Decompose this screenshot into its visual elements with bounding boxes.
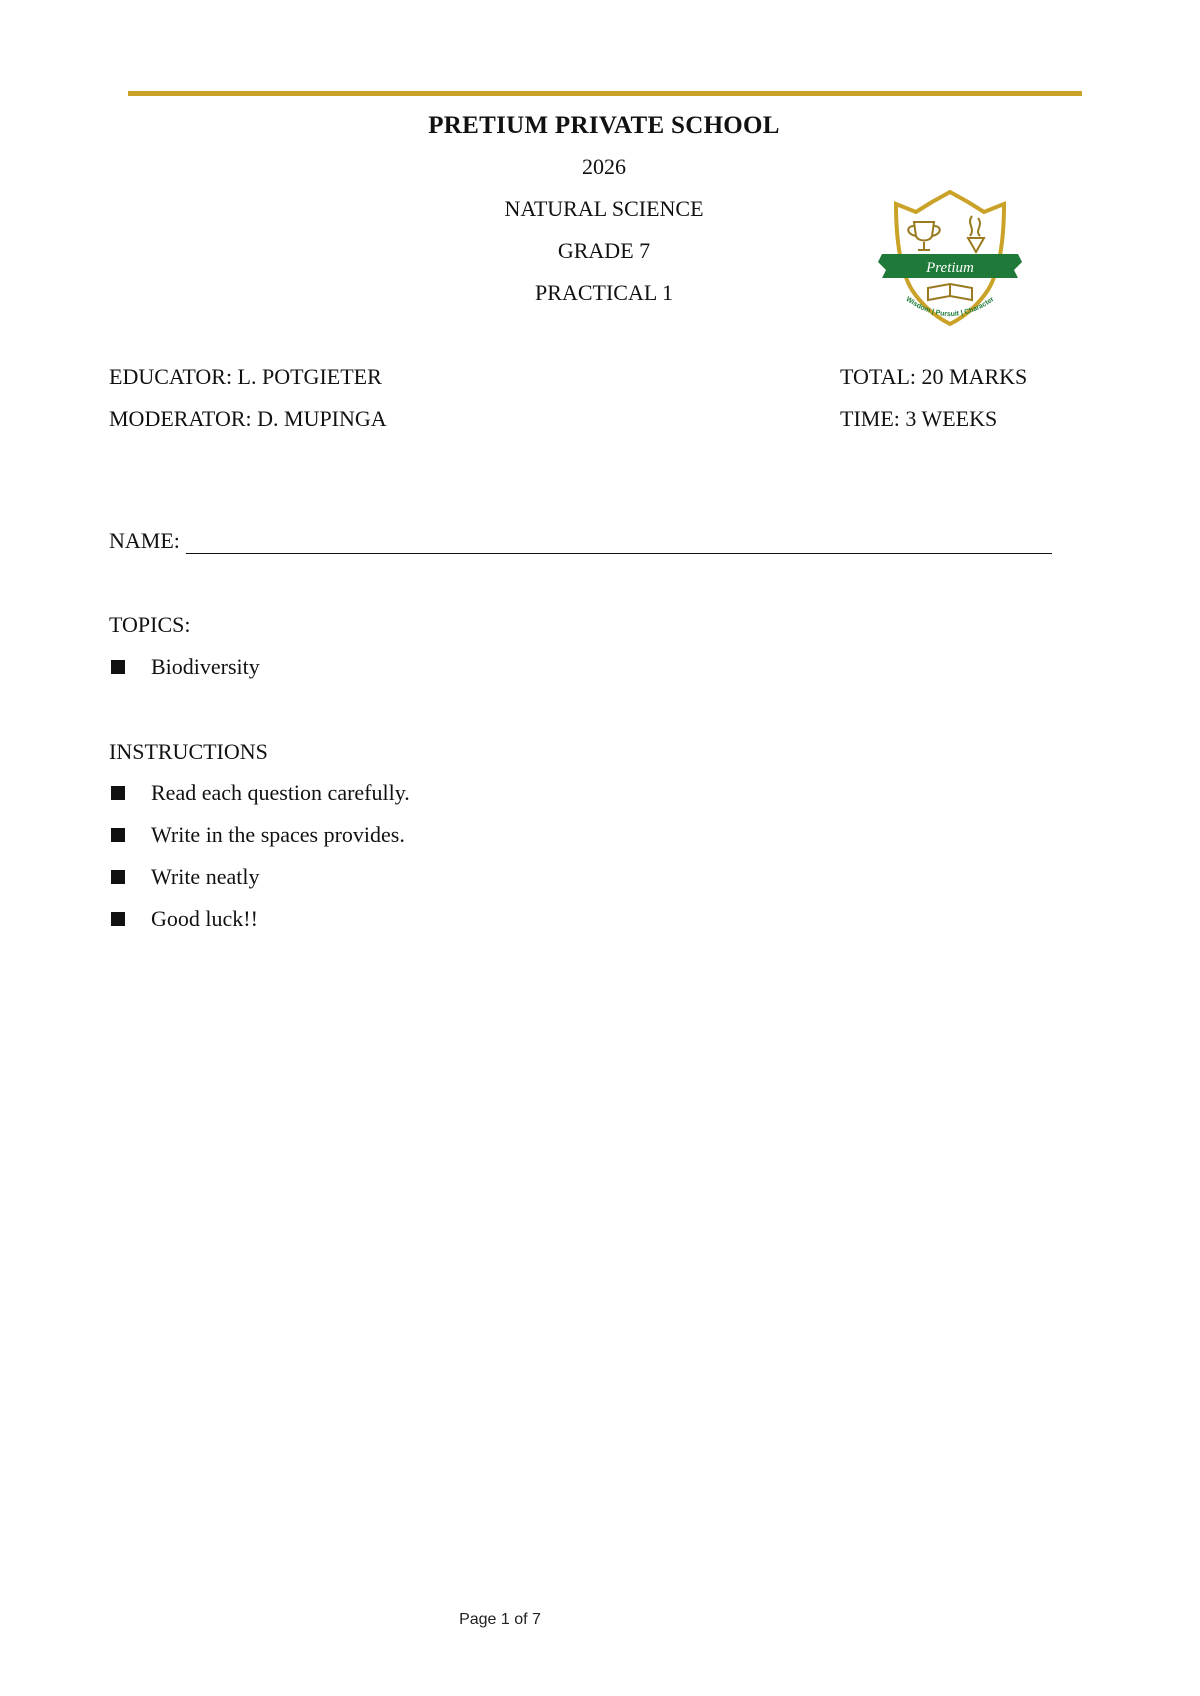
grade: GRADE 7 [557,238,651,263]
list-item [109,905,410,947]
subject: NATURAL SCIENCE [504,196,704,221]
header-rule [128,91,1082,96]
instructions-title: INSTRUCTIONS [109,739,268,764]
list-item [109,821,410,863]
instruction-text: Write in the spaces provides. [151,822,405,847]
square-bullet-icon [111,870,125,884]
name-label: NAME: [109,528,180,553]
instructions-list [109,779,410,947]
school-crest-logo [876,190,1024,326]
time-allowed: TIME: 3 WEEKS [840,406,998,431]
instruction-text: Write neatly [151,864,260,889]
list-item [109,653,260,695]
assessment-title: PRACTICAL 1 [535,280,673,305]
name-input-line[interactable] [186,529,1052,554]
instruction-text: Read each question carefully. [151,780,410,805]
square-bullet-icon [111,786,125,800]
list-item [109,863,410,905]
crest-banner-text: Pretium [926,260,974,276]
page-number: Page 1 of 7 [459,1611,541,1628]
instruction-text: Good luck!! [151,906,258,931]
crest-motto: Wisdom | Pursuit | Character [904,295,996,319]
moderator-label: MODERATOR: D. MUPINGA [109,406,387,431]
topics-list [109,653,260,695]
educator-label: EDUCATOR: L. POTGIETER [109,364,382,389]
topic-text: Biodiversity [151,654,260,679]
square-bullet-icon [111,912,125,926]
topics-title: TOPICS: [109,612,191,637]
list-item [109,779,410,821]
total-marks: TOTAL: 20 MARKS [840,364,1028,389]
name-row [109,528,1052,554]
school-name: PRETIUM PRIVATE SCHOOL [428,112,780,139]
year: 2026 [582,154,626,179]
square-bullet-icon [111,828,125,842]
square-bullet-icon [111,660,125,674]
